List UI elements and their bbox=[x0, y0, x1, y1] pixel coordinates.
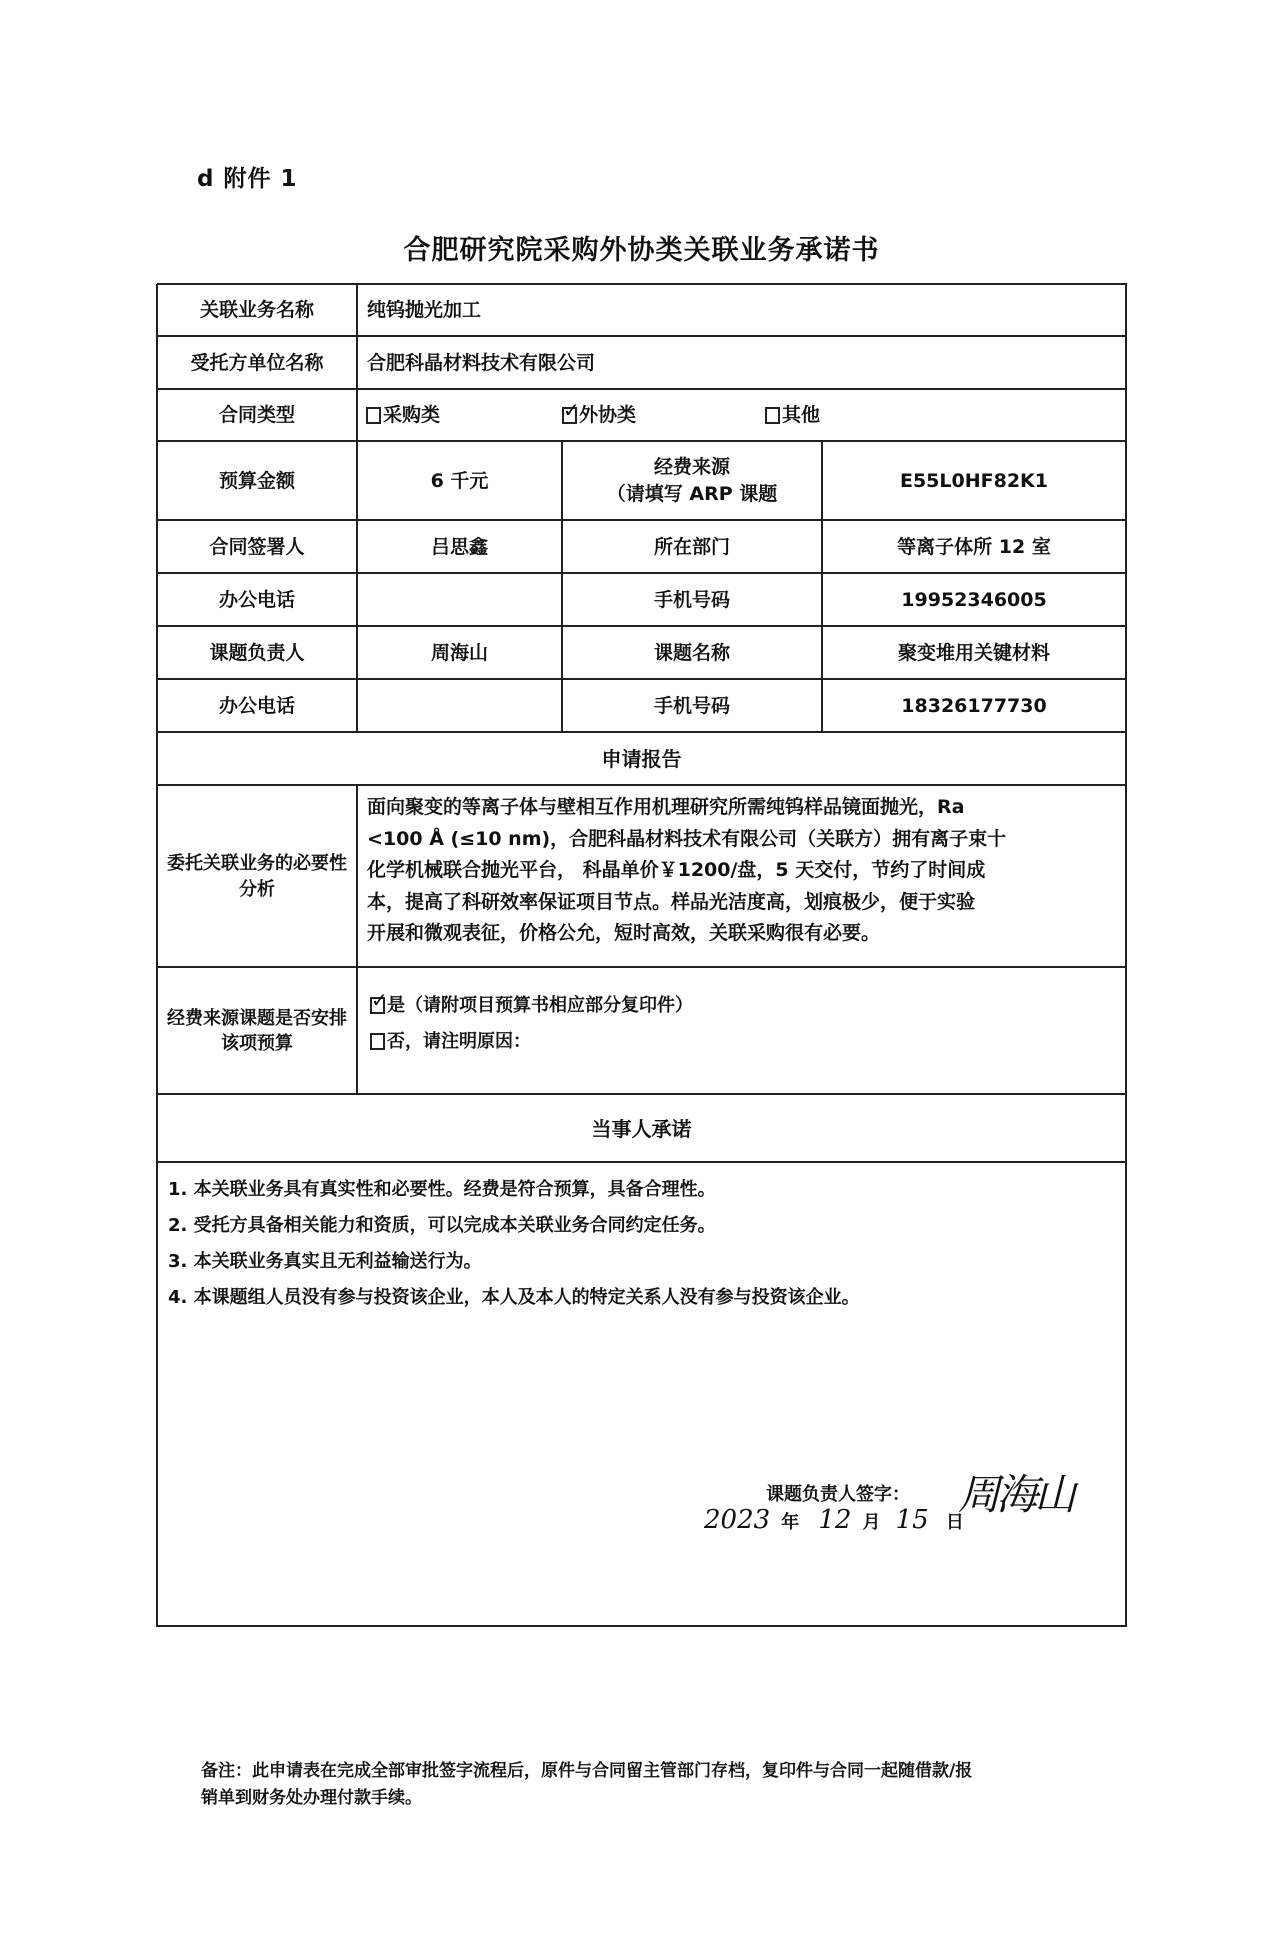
checkbox-no[interactable] bbox=[370, 1033, 385, 1050]
footnote-line: 销单到财务处办理付款手续。 bbox=[201, 1788, 422, 1808]
trustee-value: 合肥科晶材料技术有限公司 bbox=[367, 351, 596, 374]
department-value: 等离子体所 12 室 bbox=[897, 535, 1051, 558]
application-report-heading: 申请报告 bbox=[601, 747, 682, 771]
department-label: 所在部门 bbox=[653, 535, 730, 558]
signature-date bbox=[704, 1505, 964, 1535]
commitment-item: 1. 本关联业务具有真实性和必要性。经费是符合预算，具备合理性。 bbox=[168, 1179, 716, 1200]
yes-label: 是（请附项目预算书相应部分复印件） bbox=[387, 995, 693, 1016]
commitment-item: 2. 受托方具备相关能力和资质，可以完成本关联业务合同约定任务。 bbox=[168, 1215, 716, 1236]
funding-source-label-line2: （请填写 ARP 课题 bbox=[606, 483, 778, 505]
signer-office-phone-label: 办公电话 bbox=[218, 588, 295, 611]
commitment-list bbox=[168, 1172, 860, 1316]
budget-arranged-options bbox=[370, 988, 693, 1060]
contract-type-option-purchase[interactable] bbox=[366, 390, 566, 441]
contract-type-option-other[interactable] bbox=[765, 390, 965, 441]
option-label: 其他 bbox=[782, 404, 821, 427]
signer-office-phone-value bbox=[357, 574, 562, 626]
funding-source-value: E55L0HF82K1 bbox=[899, 469, 1048, 492]
necessity-text bbox=[367, 792, 1119, 950]
checkbox-yes-checked[interactable] bbox=[370, 997, 385, 1014]
date-day-suffix: 日 bbox=[945, 1512, 964, 1533]
necessity-label: 委托关联业务的必要性分析 bbox=[167, 853, 347, 900]
commitment-item: 3. 本关联业务真实且无利益输送行为。 bbox=[168, 1251, 482, 1272]
commitment-item: 4. 本课题组人员没有参与投资该企业，本人及本人的特定关系人没有参与投资该企业。 bbox=[168, 1287, 860, 1308]
footnote bbox=[201, 1758, 1121, 1812]
option-label: 外协类 bbox=[579, 404, 637, 427]
budget-label: 预算金额 bbox=[218, 469, 295, 492]
budget-arranged-label: 经费来源课题是否安排该项预算 bbox=[167, 1007, 347, 1054]
table-border-bottom bbox=[157, 1625, 1127, 1627]
funding-source-label-line1: 经费来源 bbox=[653, 456, 730, 479]
footnote-line: 备注：此申请表在完成全部审批签字流程后，原件与合同留主管部门存档，复印件与合同一起随借款/报 bbox=[201, 1761, 973, 1781]
contract-type-label: 合同类型 bbox=[218, 404, 295, 427]
business-name-label: 关联业务名称 bbox=[199, 299, 314, 322]
no-label: 否，请注明原因： bbox=[387, 1031, 531, 1052]
project-leader-value: 周海山 bbox=[430, 641, 488, 664]
checkbox-other[interactable] bbox=[765, 407, 780, 424]
checkbox-purchase[interactable] bbox=[366, 407, 381, 424]
necessity-line: 本，提高了科研效率保证项目节点。样品光洁度高，划痕极少，便于实验 bbox=[367, 890, 976, 913]
necessity-line: 化学机械联合抛光平台， 科晶单价￥1200/盘，5 天交付，节约了时间成 bbox=[367, 859, 986, 881]
leader-office-phone-value bbox=[357, 680, 562, 732]
date-month-suffix: 月 bbox=[862, 1512, 881, 1533]
budget-value: 6 千元 bbox=[430, 469, 489, 492]
page-title: 合肥研究院采购外协类关联业务承诺书 bbox=[403, 235, 880, 266]
signer-value: 吕思鑫 bbox=[430, 535, 488, 558]
leader-office-phone-label: 办公电话 bbox=[218, 694, 295, 717]
date-day: 15 bbox=[895, 1505, 929, 1535]
trustee-label: 受托方单位名称 bbox=[190, 351, 324, 374]
leader-mobile-label: 手机号码 bbox=[653, 694, 730, 717]
signer-label: 合同签署人 bbox=[209, 535, 305, 558]
project-name-value: 聚变堆用关键材料 bbox=[897, 641, 1050, 664]
handwritten-signature: 周海山 bbox=[958, 1470, 1073, 1519]
option-label: 采购类 bbox=[383, 404, 441, 427]
necessity-line: 开展和微观表征，价格公允，短时高效，关联采购很有必要。 bbox=[367, 922, 881, 944]
date-year: 2023 bbox=[704, 1505, 771, 1535]
project-leader-label: 课题负责人 bbox=[209, 641, 305, 664]
project-name-label: 课题名称 bbox=[653, 641, 730, 664]
signer-mobile-label: 手机号码 bbox=[653, 588, 730, 611]
column-divider bbox=[356, 785, 358, 1094]
date-year-suffix: 年 bbox=[781, 1512, 800, 1533]
signature-label: 课题负责人签字： bbox=[766, 1484, 910, 1505]
budget-arranged-no[interactable] bbox=[370, 1024, 693, 1060]
signer-mobile-value: 19952346005 bbox=[901, 588, 1047, 611]
funding-source-label bbox=[562, 442, 822, 520]
checkbox-outsourcing-checked[interactable] bbox=[562, 407, 577, 424]
necessity-line: <100 Å (≤10 nm)，合肥科晶材料技术有限公司（关联方）拥有离子束十 bbox=[367, 827, 1007, 850]
date-month: 12 bbox=[818, 1505, 852, 1535]
business-name-value: 纯钨抛光加工 bbox=[367, 299, 482, 322]
budget-arranged-yes[interactable] bbox=[370, 988, 693, 1024]
leader-mobile-value: 18326177730 bbox=[901, 694, 1047, 717]
necessity-line: 面向聚变的等离子体与壁相互作用机理研究所需纯钨样品镜面抛光，Ra bbox=[367, 796, 965, 818]
attachment-label: d 附件 1 bbox=[197, 166, 298, 192]
contract-type-option-outsourcing[interactable] bbox=[562, 390, 762, 441]
commitment-heading: 当事人承诺 bbox=[591, 1116, 692, 1141]
